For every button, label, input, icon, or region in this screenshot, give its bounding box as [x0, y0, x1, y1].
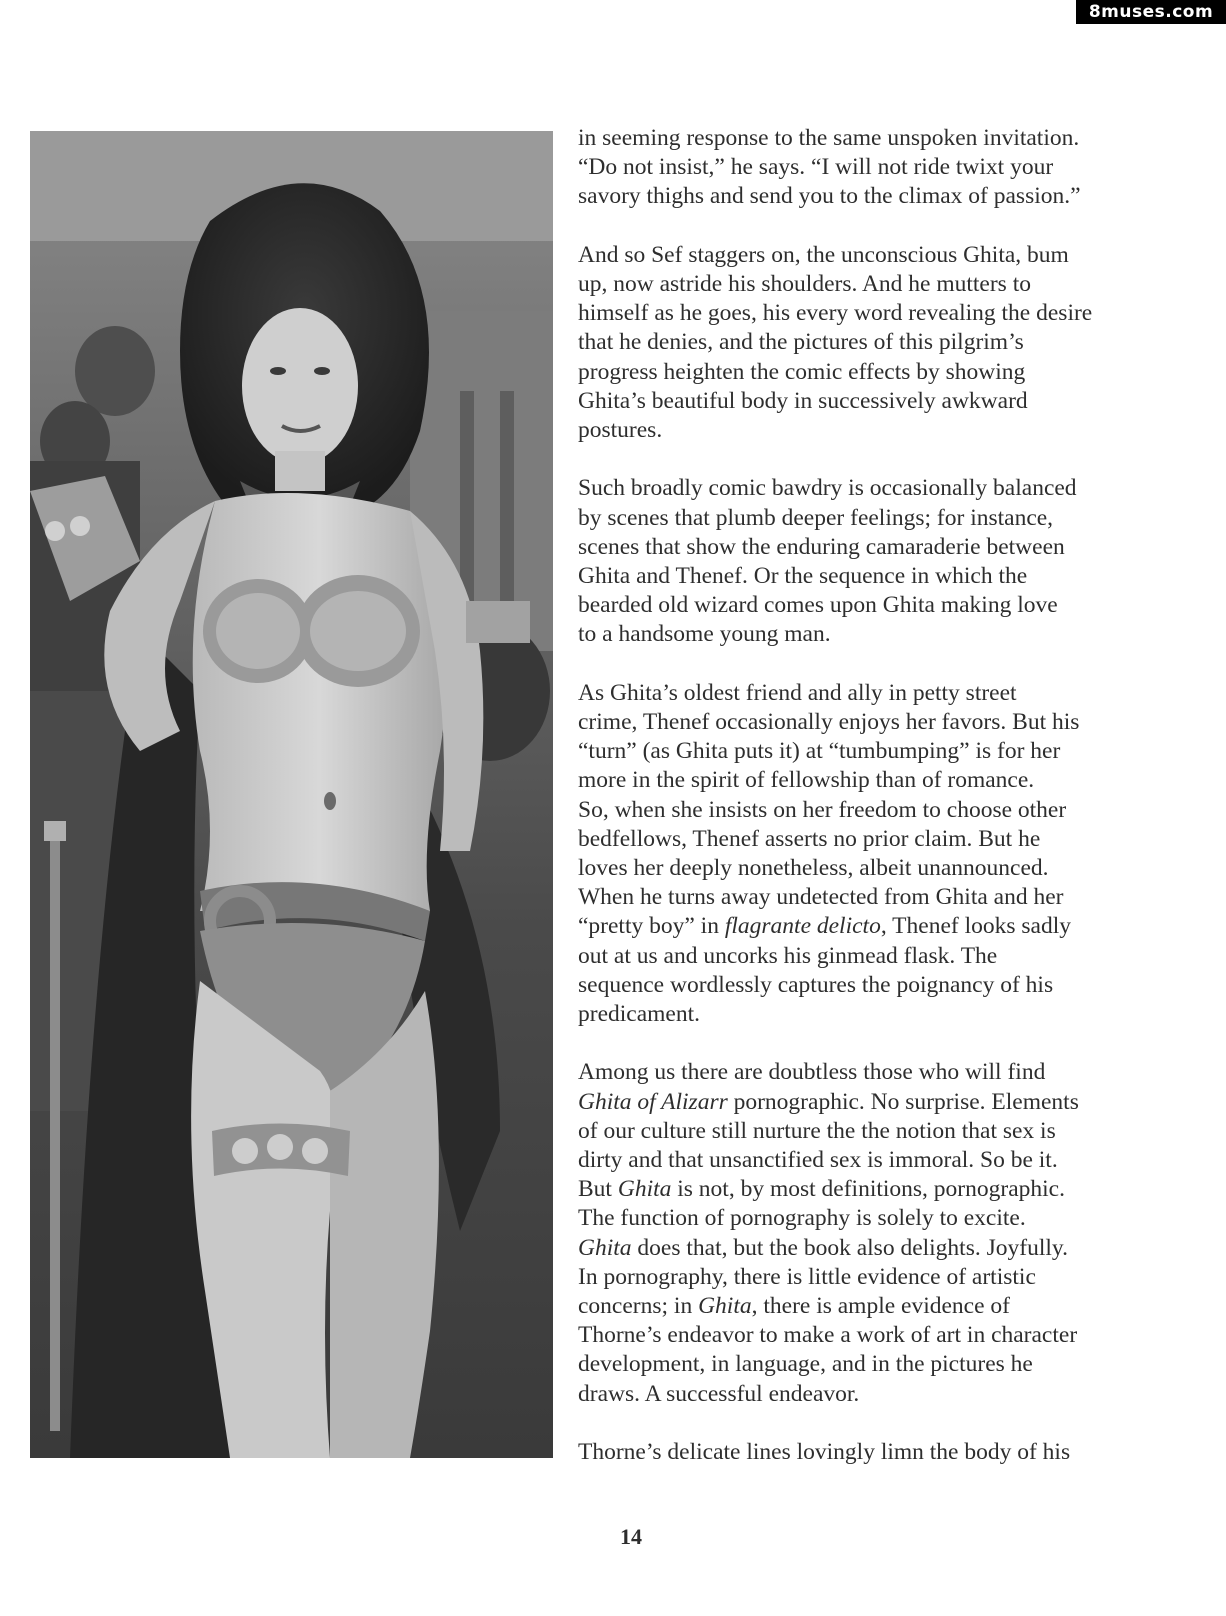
- body-text: [578, 124, 1218, 1496]
- italic-title: Ghita: [617, 1176, 672, 1203]
- text-run: pornographic. No surprise. Elements of our culture still nurture the the notion that sex is dirty and that unsanctified sex is immoral. So be it. But: [578, 1088, 1079, 1203]
- watermark-text: 8muses.com: [1088, 2, 1214, 22]
- page-number: 14: [620, 1524, 642, 1549]
- photo: [30, 131, 553, 1458]
- text-run: is not, by most definitions, pornographic. The function of pornography is solely to excite.: [578, 1176, 1065, 1232]
- italic-title: Ghita: [698, 1293, 752, 1320]
- paragraph: [578, 474, 1218, 649]
- text-run: , Thenef looks sadly out at us and uncorks his ginmead flask. The sequence wordlessly captures the poignancy of his predicament.: [578, 913, 1071, 1028]
- text-run: Among us there are doubtless those who will find: [578, 1059, 1046, 1086]
- italic-title: Ghita: [578, 1234, 632, 1261]
- paragraph: [578, 241, 1218, 445]
- paragraph: [578, 1438, 1218, 1467]
- text-run: As Ghita’s oldest friend and ally in petty street crime, Thenef occasionally enjoys her favors. But his “turn” (as Ghita puts it) at “tumbumping” is for her more in the spirit of fellowship than of romance. So, when she insists on her freedom to choose other bedfellows, Thenef asserts no prior claim. But he loves her deeply nonetheless, albeit unannounced. When he turns away undetected from Ghita and her “pretty boy” in: [578, 679, 1080, 940]
- text-run: And so Sef staggers on, the unconscious Ghita, bum up, now astride his shoulders. And he mutters to himself as he goes, his every word revealing the desire that he denies, and the pictures of this pilgrim’s progress heighten the comic effects by showing Ghita’s beautiful body in successively awkward postures.: [578, 241, 1093, 444]
- photo-woman-costume-icon: [30, 131, 553, 1458]
- watermark-badge: [1076, 0, 1226, 24]
- text-run: Such broadly comic bawdry is occasionally balanced by scenes that plumb deeper feelings; for instance, scenes that show the enduring camaraderie between Ghita and Thenef. Or the sequence in which the bearded old wizard comes upon Ghita making love to a handsome young man.: [578, 475, 1077, 648]
- italic-title: Ghita of Alizarr: [578, 1088, 728, 1115]
- text-run: in seeming response to the same unspoken invitation. “Do not insist,” he says. “I will not ride twixt your savory thighs and send you to the climax of passion.”: [578, 125, 1081, 210]
- text-run: , there is ample evidence of Thorne’s endeavor to make a work of art in character development, in language, and in the pictures he draws. A successful endeavor.: [578, 1293, 1078, 1407]
- paragraph: [578, 124, 1218, 212]
- paragraph: [578, 1058, 1218, 1408]
- italic-title: flagrante delicto: [724, 913, 881, 940]
- text-run: does that, but the book also delights. Joyfully. In pornography, there is little evidence of artistic concerns; in: [578, 1234, 1068, 1320]
- paragraph: [578, 679, 1218, 1029]
- text-run: Thorne’s delicate lines lovingly limn the body of his: [578, 1439, 1071, 1466]
